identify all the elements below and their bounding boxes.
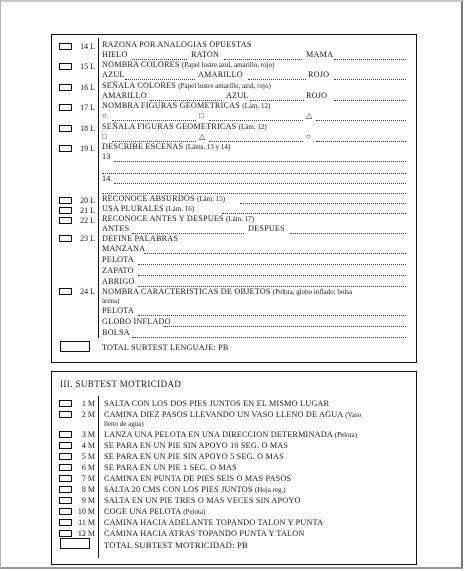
item-number: 9 M (81, 496, 95, 505)
item-number: 18 L (80, 124, 95, 133)
checkbox-10M[interactable] (59, 508, 72, 515)
color-rojo: ROJO (308, 70, 330, 79)
item-number: 11 M (78, 518, 95, 527)
item-label: DEFINE PALABRAS (102, 234, 179, 243)
item-label (104, 451, 284, 462)
item-label (104, 398, 329, 409)
item-label: RAZONA POR ANALOGIAS OPUESTAS (102, 40, 252, 49)
item-number: 24 L (80, 287, 95, 296)
checkbox-22L[interactable] (59, 217, 72, 224)
item-number: 20 L (80, 196, 95, 205)
objeto: GLOBO INFLADO (102, 317, 171, 326)
item-number: 14 L (80, 42, 95, 51)
top-border (2, 0, 462, 2)
item-note: lleno de agua) (104, 420, 144, 428)
answer-line (316, 119, 406, 121)
item-label (104, 495, 301, 506)
palabra: ABRIGO (102, 277, 135, 286)
item-note: (Vaso (345, 411, 362, 419)
answer-line (138, 263, 406, 265)
item-text: LANZA UNA PELOTA EN UNA DIRECCION DETERMINADA (104, 430, 333, 439)
answer-line (334, 58, 406, 60)
item-label: SEÑALA FIGURAS GEOMETRICAS (Lám. 12) (102, 122, 267, 131)
answer-line (138, 314, 406, 316)
item-text: SALTA EN UN PIE TRES O MAS VECES SIN APOYO (104, 496, 301, 505)
checkbox-4M[interactable] (59, 442, 72, 449)
triangle-icon: △ (199, 132, 206, 141)
checkbox-20L[interactable] (59, 197, 72, 204)
answer-line (316, 140, 406, 142)
item-note: (Pelota) (334, 431, 357, 439)
objeto: BOLSA (102, 328, 130, 337)
analogia-hielo: HIELO (102, 50, 128, 59)
answer-line (102, 172, 406, 174)
item-number: 23 L (80, 234, 95, 243)
item-label: RECONOCE ANTES Y DESPUES (Lám. 17) (102, 214, 255, 223)
answer-line (114, 160, 406, 162)
square-icon: □ (199, 111, 204, 120)
answer-line (138, 274, 406, 276)
circle-icon: ○ (102, 111, 107, 120)
item-label: NOMBRA COLORES (Papel lustre azul, amarillo, rojo) (102, 60, 275, 69)
checkbox-19L[interactable] (59, 145, 72, 152)
color-amarillo: AMARILLO (198, 70, 243, 79)
item-number: 6 M (81, 463, 95, 472)
color-azul: AZUL (102, 70, 125, 79)
item-number: 2 M (81, 410, 95, 419)
item-number: 12 M (77, 529, 95, 538)
item-label: NOMBRA FIGURAS GEOMETRICAS (Lám. 12) (102, 101, 271, 110)
item-text: SALTA 20 CMS CON LOS PIES JUNTOS (104, 485, 253, 494)
item-number: 16 L (80, 83, 95, 92)
palabra: PELOTA (102, 255, 134, 264)
checkbox-14L[interactable] (59, 43, 72, 50)
item-note: arena) (102, 297, 120, 305)
item-number: 1 M (81, 399, 95, 408)
item-number: 5 M (81, 452, 95, 461)
motricidad-divider (98, 396, 99, 558)
palabra: ZAPATO (102, 266, 134, 275)
circle-icon: ○ (306, 132, 311, 141)
item-number: 3 M (81, 430, 95, 439)
item-text: SALTA CON LOS DOS PIES JUNTOS EN EL MISMO LUGAR (104, 399, 330, 408)
total-lenguaje-box[interactable] (60, 341, 90, 352)
answer-line (144, 252, 406, 254)
total-lenguaje-label: TOTAL SUBTEST LENGUAJE: PB (102, 343, 229, 352)
item-text: CAMINA HACIA ATRAS TOPANDO PUNTA Y TALON (104, 529, 305, 538)
item-label: DESCRIBE ESCENAS (Láms. 13 y 14) (102, 142, 231, 151)
checkbox-23L[interactable] (59, 235, 72, 242)
answer-line (240, 202, 406, 204)
checkbox-5M[interactable] (59, 453, 72, 460)
analogia-mama: MAMA (306, 50, 334, 59)
checkbox-9M[interactable] (59, 497, 72, 504)
checkbox-17L[interactable] (59, 104, 72, 111)
item-label: NOMBRA CARACTERISTICAS DE OBJETOS (Pelota, globo inflado; bolsa (102, 287, 353, 296)
escena-14: 14 (102, 174, 111, 183)
motricidad-panel (51, 371, 417, 565)
item-text: SE PARA EN UN PIE 1 SEG. O MAS (104, 463, 237, 472)
checkbox-24L[interactable] (59, 288, 72, 295)
answer-line (334, 99, 406, 101)
item-note: (Pelota) (183, 508, 206, 516)
item-number: 22 L (80, 216, 95, 225)
checkbox-6M[interactable] (59, 464, 72, 471)
total-motricidad-label: TOTAL SUBTEST MOTRICIDAD: PB (104, 540, 248, 550)
checkbox-16L[interactable] (59, 84, 72, 91)
answer-line (290, 232, 406, 234)
checkbox-15L[interactable] (59, 63, 72, 70)
antes-label: ANTES (102, 224, 130, 233)
answer-line (164, 325, 406, 327)
checkbox-21L[interactable] (59, 207, 72, 214)
escena-13: 13 (102, 152, 111, 161)
lenguaje-divider (98, 38, 99, 338)
item-label (104, 517, 323, 528)
checkbox-7M[interactable] (59, 475, 72, 482)
item-number: 10 M (77, 507, 95, 516)
item-text: CAMINA DIEZ PASOS LLEVANDO UN VASO LLENO DE AGUA (104, 410, 344, 419)
analogia-raton: RATON (191, 50, 220, 59)
item-number: 17 L (80, 103, 95, 112)
item-note: (Hoja reg.) (254, 486, 286, 494)
section-title: III. SUBTEST MOTRICIDAD (60, 379, 182, 389)
objeto: PELOTA (102, 306, 134, 315)
lenguaje-panel (51, 34, 417, 363)
checkbox-11M[interactable] (59, 519, 72, 526)
color-azul: AZUL (226, 91, 249, 100)
checkbox-18L[interactable] (59, 125, 72, 132)
item-number: 8 M (81, 485, 95, 494)
checkbox-12M[interactable] (59, 530, 72, 537)
item-number: 21 L (80, 206, 95, 215)
despues-label: DESPUES (248, 224, 285, 233)
square-icon: □ (102, 132, 107, 141)
triangle-icon: △ (306, 111, 313, 120)
total-motricidad-box[interactable] (60, 538, 90, 549)
item-number: 19 L (80, 144, 95, 153)
answer-line (334, 78, 406, 80)
palabra: MANZANA (102, 244, 146, 253)
item-text: SE PARA EN UN PIE SIN APOYO 5 SEG. O MAS (104, 452, 284, 461)
item-number: 15 L (80, 62, 95, 71)
item-label (104, 473, 291, 484)
checkbox-3M[interactable] (59, 431, 72, 438)
item-label: USA PLURALES (Lám. 16) (102, 204, 195, 213)
answer-line (132, 336, 406, 338)
checkbox-2M[interactable] (59, 411, 72, 418)
item-label: SEÑALA COLORES (Papel lustre amarillo, azul, rojo) (102, 81, 271, 90)
item-label (104, 462, 237, 473)
item-text: COGE UNA PELOTA (104, 507, 181, 516)
item-text: CAMINA EN PUNTA DE PIES SEIS O MAS PASOS (104, 474, 292, 483)
item-number: 7 M (81, 474, 95, 483)
color-amarillo: AMARILLO (102, 91, 147, 100)
item-number: 4 M (81, 441, 95, 450)
item-label: RECONOCE ABSURDOS (Lám. 15) (102, 194, 226, 203)
checkbox-1M[interactable] (59, 400, 72, 407)
color-rojo: ROJO (306, 91, 328, 100)
checkbox-8M[interactable] (59, 486, 72, 493)
item-text: SE PARA EN UN PIE SIN APOYO 10 SEG. O MAS (104, 441, 289, 450)
answer-line (114, 182, 406, 184)
item-label (104, 528, 304, 539)
item-label (104, 440, 288, 451)
item-text: CAMINA HACIA ADELANTE TOPANDO TALON Y PUNTA (104, 518, 324, 527)
